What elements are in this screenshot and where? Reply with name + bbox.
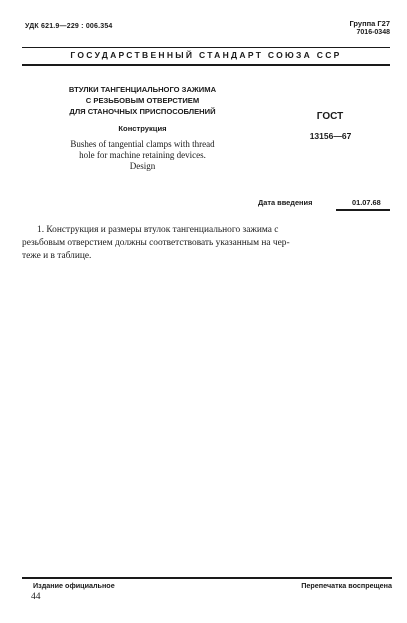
title-ru-line-2: С РЕЗЬБОВЫМ ОТВЕРСТИЕМ <box>85 96 200 105</box>
footer-rule <box>22 577 392 579</box>
state-standard-banner: ГОСУДАРСТВЕННЫЙ СТАНДАРТ СОЮЗА ССР <box>70 50 342 60</box>
intro-date-label: Дата введения <box>258 198 313 207</box>
body-line-3: теже и в таблице. <box>22 251 92 261</box>
footer-reprint-prohibited: Перепечатка воспрещена <box>301 581 392 590</box>
title-en-line-1: Bushes of tangential clamps with thread <box>70 139 215 149</box>
page-number: 44 <box>31 592 41 602</box>
group-code: Группа Г27 <box>349 19 390 28</box>
title-ru-line-1: ВТУЛКИ ТАНГЕНЦИАЛЬНОГО ЗАЖИМА <box>68 85 217 94</box>
udk-code: УДК 621.9—229 : 006.354 <box>25 23 113 30</box>
intro-date-underline <box>336 209 390 211</box>
title-en-line-2: hole for machine retaining devices. <box>79 150 206 160</box>
gost-label: ГОСТ <box>316 111 344 122</box>
classification-code: 7016-0348 <box>356 29 390 36</box>
gost-number: 13156—67 <box>309 131 352 141</box>
title-en-line-3: Design <box>129 161 156 171</box>
footer-official-edition: Издание официальное <box>33 581 115 590</box>
body-line-2: резьбовым отверстием должны соответствовать указанным на чер- <box>22 238 290 248</box>
intro-date-value: 01.07.68 <box>352 198 381 207</box>
banner-top-rule <box>22 47 390 48</box>
title-ru-line-3: ДЛЯ СТАНОЧНЫХ ПРИСПОСОБЛЕНИЙ <box>69 107 216 116</box>
title-ru-subtitle: Конструкция <box>118 124 167 133</box>
body-line-1: 1. Конструкция и размеры втулок тангенциального зажима с <box>37 225 279 235</box>
banner-bottom-rule <box>22 64 390 66</box>
